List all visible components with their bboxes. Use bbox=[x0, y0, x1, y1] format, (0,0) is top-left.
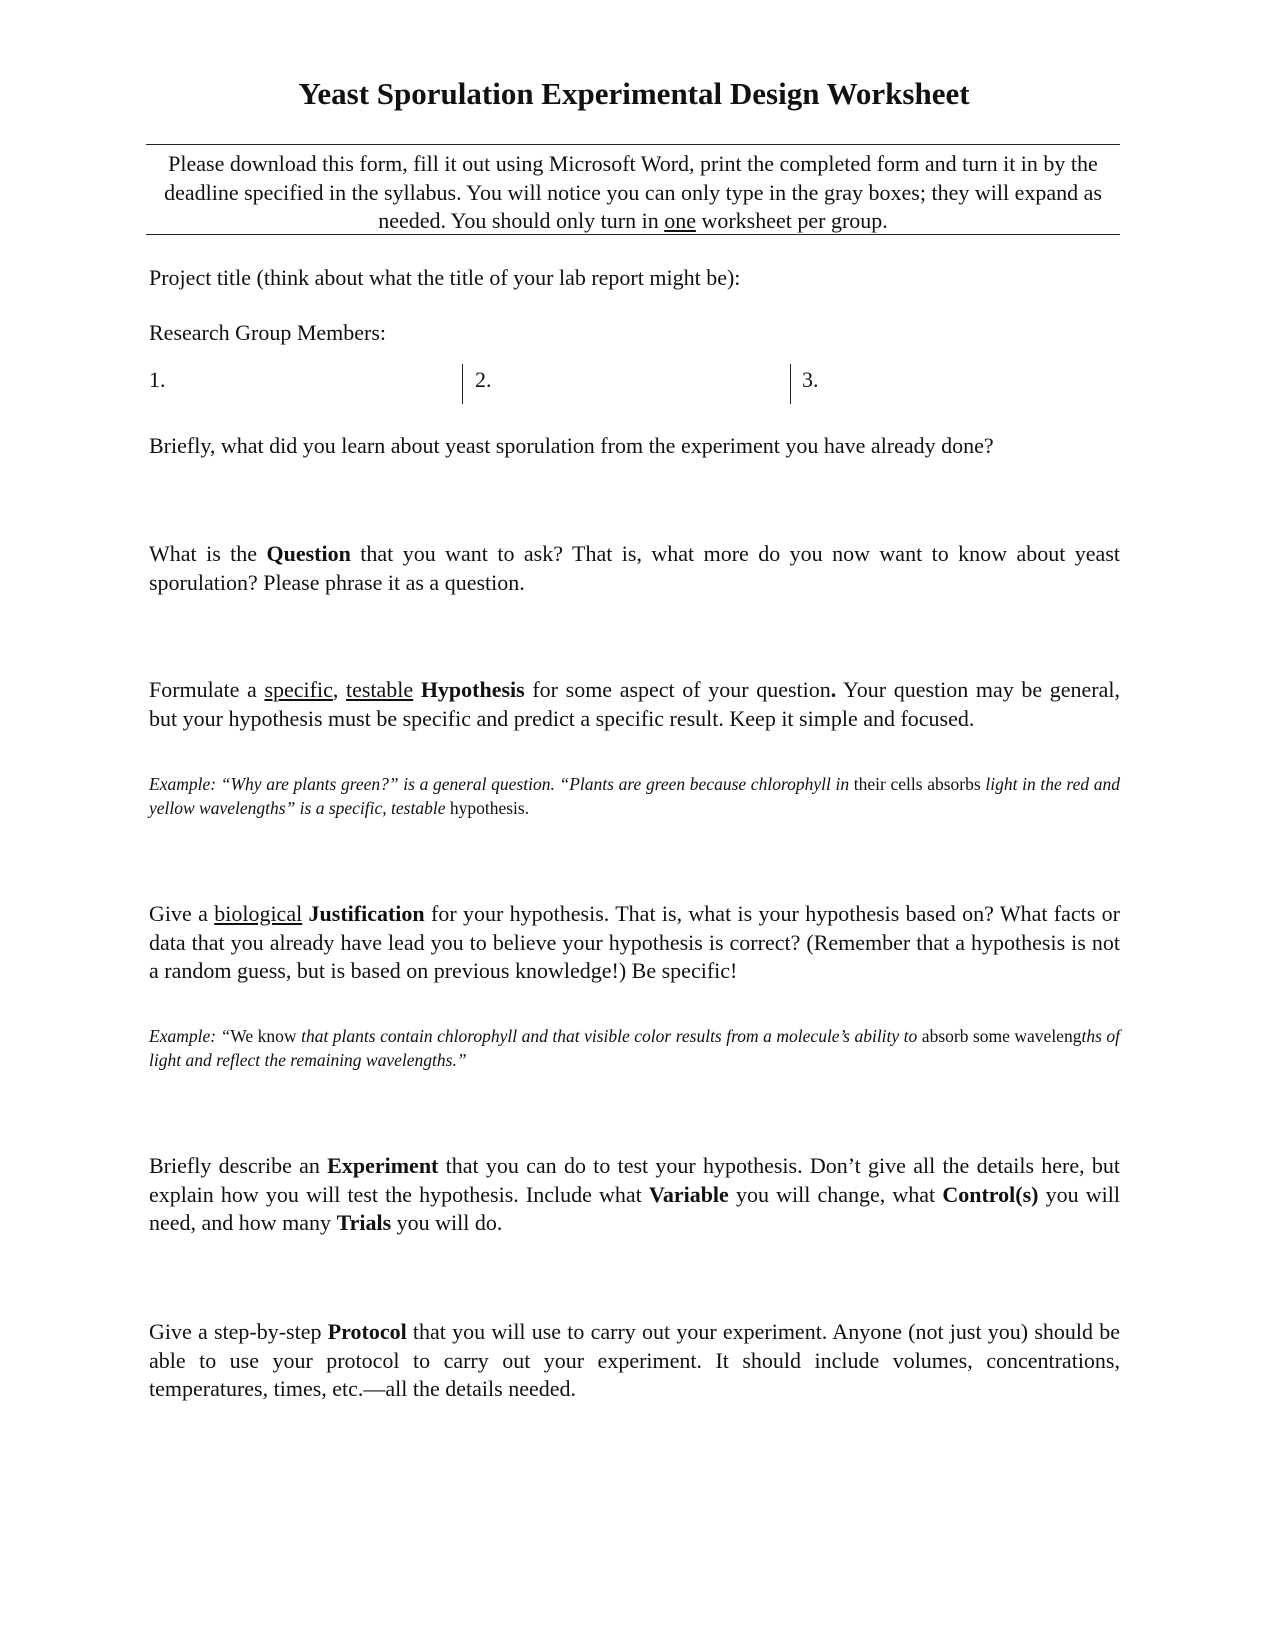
experiment-keyword: Experiment bbox=[327, 1153, 439, 1178]
justification-example bbox=[149, 1024, 1120, 1072]
member-1-label: 1. bbox=[149, 367, 166, 392]
hypothesis-example-3: light in the red and yellow wavelengths” is a specific, testable bbox=[149, 774, 1120, 818]
hypothesis-text-2: , bbox=[332, 677, 346, 702]
member-3-label: 3. bbox=[802, 367, 819, 392]
hypothesis-period: . bbox=[830, 677, 837, 702]
justification-text-3: for your hypothesis. That is, what is your hypothesis based on? What facts or data that you already have lead you to believe your hypothesis is correct? (Remember that a hypothesis is not a random guess, but is based on previous knowledge!) Be specific! bbox=[149, 901, 1120, 983]
intro-text: Please download this form, fill it out using Microsoft Word, print the completed form and turn it in by the deadline specified in the syllabus. You will notice you can only type in the gray boxes; they will expand as needed. You should only turn in bbox=[164, 151, 1102, 233]
member-2-label: 2. bbox=[475, 367, 492, 392]
question-text-1: What is the bbox=[149, 541, 267, 566]
variable-keyword: Variable bbox=[648, 1181, 729, 1207]
hypothesis-example-1: Example: “Why are plants green?” is a general question. “Plants are green because chlorophyll in bbox=[149, 774, 850, 794]
hypothesis-testable: testable bbox=[345, 677, 414, 702]
controls-keyword: Control(s) bbox=[942, 1181, 1039, 1207]
hypothesis-example-2: their cells absorbs bbox=[849, 774, 986, 794]
page-title: Yeast Sporulation Experimental Design Worksheet bbox=[298, 76, 970, 111]
hypothesis-prompt bbox=[149, 676, 1120, 733]
experiment-text-5: you will do. bbox=[391, 1210, 503, 1235]
question-text-2: that you want to ask? That is, what more do you now want to know about yeast sporulation? Please phrase it as a question. bbox=[149, 541, 1120, 595]
hypothesis-text-3 bbox=[413, 677, 421, 702]
project-title-prompt: Project title (think about what the title of your lab report might be): bbox=[149, 265, 741, 290]
justification-example-2: We know bbox=[230, 1026, 302, 1046]
trials-keyword: Trials bbox=[336, 1210, 392, 1235]
justification-biological: biological bbox=[214, 901, 303, 926]
hypothesis-example-4: hypothesis. bbox=[445, 798, 530, 818]
protocol-keyword: Protocol bbox=[327, 1319, 407, 1344]
hypothesis-text-5: Your question may be general, but your hypothesis must be specific and predict a specific result. Keep it simple and focused. bbox=[149, 677, 1120, 731]
justification-example-1: Example: “ bbox=[149, 1026, 231, 1046]
justification-keyword: Justification bbox=[308, 901, 425, 926]
hypothesis-text-1: Formulate a bbox=[149, 677, 265, 702]
justification-example-4: absorb some waveleng bbox=[917, 1026, 1082, 1046]
experiment-text-1: Briefly describe an bbox=[149, 1153, 328, 1178]
hypothesis-specific: specific bbox=[264, 677, 333, 702]
member-divider-2 bbox=[790, 364, 791, 404]
justification-text-1: Give a bbox=[149, 901, 215, 926]
intro-instructions bbox=[146, 150, 1120, 236]
protocol-text-2: that you will use to carry out your experiment. Anyone (not just you) should be able to use your protocol to carry out your experiment. It should include volumes, concentrations, temperatures, times, etc.—all the details needed. bbox=[149, 1319, 1120, 1401]
intro-emphasis: one bbox=[664, 208, 696, 233]
member-divider-1 bbox=[462, 364, 463, 404]
protocol-text-1: Give a step-by-step bbox=[149, 1319, 328, 1344]
justification-example-5: ths of light and reflect the remaining wavelengths.” bbox=[149, 1026, 1120, 1070]
experiment-prompt bbox=[149, 1152, 1120, 1238]
protocol-prompt bbox=[149, 1318, 1120, 1404]
justification-example-3: that plants contain chlorophyll and that visible color results from a molecule’s ability to bbox=[301, 1026, 918, 1046]
hypothesis-example bbox=[149, 772, 1120, 820]
hypothesis-keyword: Hypothesis bbox=[420, 677, 525, 702]
research-group-label: Research Group Members: bbox=[149, 320, 387, 345]
experiment-text-3: you will change, what bbox=[728, 1181, 943, 1207]
experiment-text-4: you will need, and how many bbox=[149, 1181, 1120, 1235]
hypothesis-text-4: for some aspect of your question bbox=[524, 677, 831, 702]
intro-bottom-rule bbox=[146, 234, 1120, 235]
experiment-text-2: that you can do to test your hypothesis. Don’t give all the details here, but explain how you will test the hypothesis. Include what bbox=[149, 1153, 1121, 1207]
learned-prompt: Briefly, what did you learn about yeast sporulation from the experiment you have already done? bbox=[149, 433, 994, 458]
question-keyword: Question bbox=[266, 541, 351, 566]
intro-text-end: worksheet per group. bbox=[695, 208, 888, 233]
justification-prompt bbox=[149, 900, 1120, 986]
question-prompt bbox=[149, 540, 1120, 597]
intro-top-rule bbox=[146, 144, 1120, 145]
